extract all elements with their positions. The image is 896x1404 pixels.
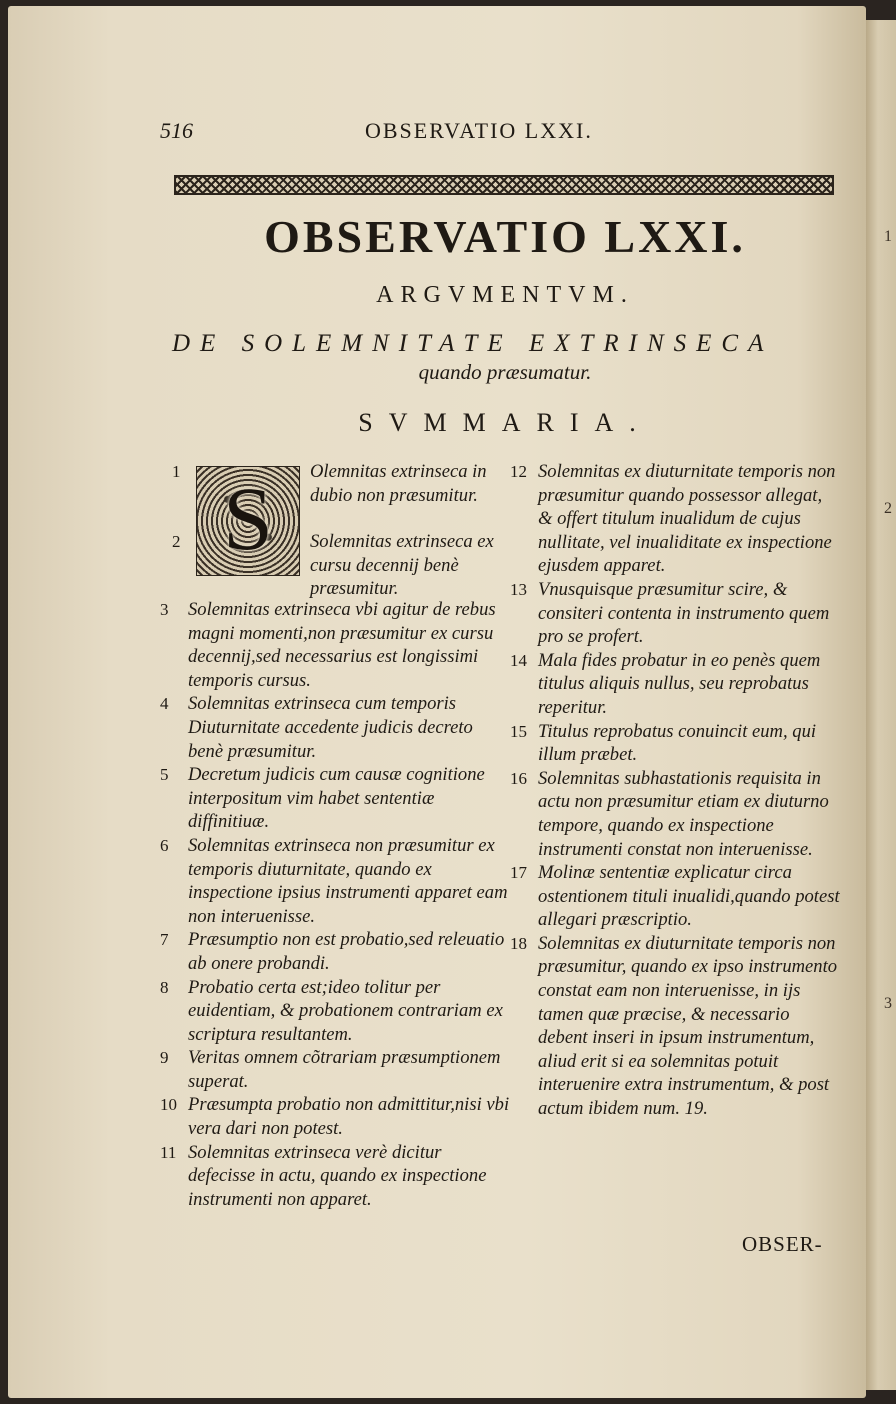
entry-text: Solemnitas extrinseca cum temporis Diuturnitate accedente judicis decreto benè præsumitur. (188, 693, 473, 762)
entry-text: Mala fides probatur in eo penès quem titulus aliquis nullus, seu reprobatus reperitur. (538, 649, 821, 718)
entry-number: 7 (160, 930, 169, 950)
entry-number: 8 (160, 977, 169, 997)
summary-entry (510, 932, 840, 1121)
edge-mark: 1 (884, 228, 892, 245)
running-title: OBSERVATIO LXXI. (365, 118, 593, 143)
drop-cap-block (160, 460, 512, 598)
summaria-heading: SVMMARIA. (358, 408, 652, 437)
page-number: 516 (160, 118, 193, 143)
catchword: OBSER- (742, 1232, 823, 1256)
entry-number: 4 (160, 694, 169, 714)
entry-text: Molinæ sententiæ explicatur circa ostentionem tituli inualidi,quando potest allegari præscriptio. (538, 862, 840, 931)
entry-number: 17 (510, 863, 527, 883)
subject-line-2: quando præsumatur. (418, 360, 592, 384)
summary-entry (160, 763, 512, 834)
entry-text: Solemnitas extrinseca verè dicitur defecisse in actu, quando ex inspectione instrumenti non apparet. (188, 1141, 487, 1210)
entry-number: 6 (160, 835, 169, 855)
subject-line-1: DE SOLEMNITATE EXTRINSECA (172, 330, 774, 357)
entry-text: Præsumpta probatio non admittitur,nisi vbi vera dari non potest. (188, 1094, 510, 1140)
entry-text: Vnusquisque præsumitur scire, & consiteri contenta in instrumento quem pro se profert. (538, 578, 830, 648)
summary-entry (160, 1093, 512, 1140)
summary-entry (160, 692, 512, 763)
summary-entry (160, 928, 512, 975)
running-head (160, 118, 660, 148)
entry-number: 5 (160, 765, 169, 785)
entry-number: 3 (160, 600, 169, 619)
argumentum-heading: ARGVMENTVM. (376, 282, 634, 308)
entry-number: 14 (510, 650, 527, 670)
summary-column-left (160, 460, 512, 1211)
summary-entry (510, 767, 840, 861)
drop-cap-ornament (196, 466, 300, 576)
entry-text: Solemnitas ex diuturnitate temporis non præsumitur, quando ex ipso instrumento constat eam non interuenisse, in ijs tamen quæ præcise, & necessario debent inseri in ipsum instrumentum, aliud erit si ea solemnitas potuit interuenire extra instrumentum, & post actum ibidem num. 19. (538, 932, 838, 1120)
adjacent-page-edge (866, 20, 896, 1390)
entry-text: Olemnitas extrinseca in dubio non præsumitur. (310, 461, 487, 506)
summary-column-right (510, 460, 840, 1121)
entry-text: Solemnitas ex diuturnitate temporis non præsumitur quando possessor allegat, & offert titulum inualidum de cujus nullitate, vel inualiditate ex inspectione ejusdem apparet. (538, 461, 836, 577)
entry-number: 11 (160, 1142, 177, 1162)
entry-text: Solemnitas extrinseca vbi agitur de rebus magni momenti,non præsumitur ex cursu decennij,sed necessarius est longissimi temporis cursus. (188, 599, 496, 691)
entry-number: 13 (510, 579, 527, 599)
entry-number: 18 (510, 933, 527, 953)
entry-number: 2 (172, 532, 181, 551)
entry-number: 10 (160, 1095, 177, 1115)
entry-number: 16 (510, 768, 527, 788)
summary-entry (160, 1046, 512, 1093)
summary-entry (510, 578, 840, 649)
entry-text: Solemnitas extrinseca non præsumitur ex temporis diuturnitate, quando ex inspectione ipsius instrumenti apparet eam non interuenisse. (188, 834, 508, 927)
main-title: OBSERVATIO LXXI. (264, 211, 746, 262)
summary-entry (510, 649, 840, 720)
edge-mark: 2 (884, 500, 892, 517)
entry-text: Probatio certa est;ideo tolitur per euidentiam, & probationem contrariam ex scriptura resultantem. (188, 976, 503, 1045)
entry-text: Solemnitas subhastationis requisita in actu non præsumitur etiam ex diuturno tempore, quando ex inspectione instrumenti constat non interuenisse. (538, 767, 829, 860)
entry-text: Solemnitas extrinseca ex cursu decennij benè præsumitur. (310, 531, 494, 600)
edge-mark: 3 (884, 995, 892, 1012)
entry-text: Præsumptio non est probatio,sed releuatio ab onere probandi. (188, 929, 505, 974)
entry-text: Veritas omnem cõtrariam præsumptionem superat. (188, 1047, 501, 1092)
summary-entry (160, 976, 512, 1047)
entry-number: 12 (510, 462, 527, 481)
summary-entry (160, 834, 512, 928)
summary-entry (510, 861, 840, 932)
entry-number: 15 (510, 721, 527, 741)
summary-entry (160, 598, 512, 692)
summary-entry (160, 1141, 512, 1212)
summary-entry (510, 460, 840, 578)
entry-number: 9 (160, 1048, 169, 1068)
entry-number: 1 (172, 462, 181, 481)
summary-entry (510, 720, 840, 767)
ornamental-band (174, 175, 834, 195)
entry-text: Decretum judicis cum causæ cognitione interpositum vim habet sententiæ diffinitiuæ. (188, 764, 485, 833)
entry-text: Titulus reprobatus conuincit eum, qui illum præbet. (538, 720, 817, 766)
drop-cap-letter: S (222, 470, 274, 569)
